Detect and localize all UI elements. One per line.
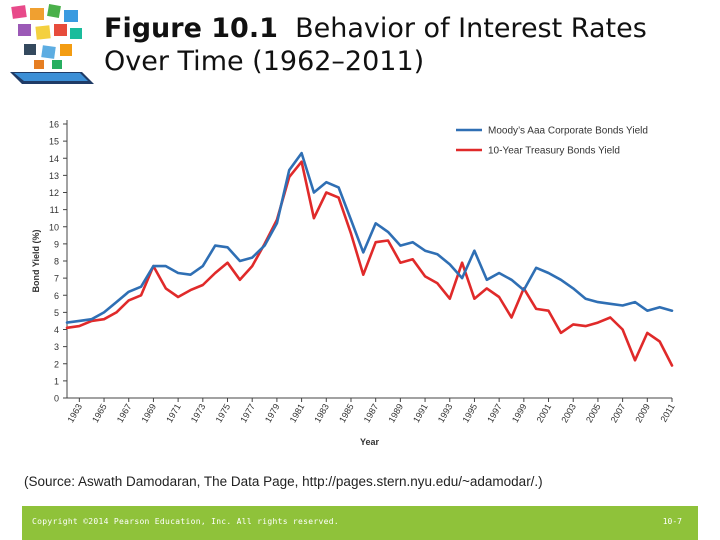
x-tick-label: 1987 [361,402,381,425]
x-tick-label: 1975 [213,402,233,425]
x-tick-label: 1971 [164,402,183,425]
x-tick-label: 1991 [411,402,430,425]
x-tick-label: 2001 [534,402,554,425]
x-tick-label: 2009 [633,402,653,425]
x-tick-label: 1995 [460,402,480,425]
x-tick-label: 2003 [559,402,578,425]
y-tick-label: 11 [49,205,59,216]
legend-label: Moody’s Aaa Corporate Bonds Yield [488,125,648,137]
y-tick-label: 5 [53,307,59,318]
x-tick-label: 1993 [435,402,455,425]
footer-bar [22,506,698,540]
x-tick-label: 2011 [658,402,677,424]
y-tick-label: 10 [48,222,59,233]
legend-label: 10-Year Treasury Bonds Yield [488,145,620,157]
x-tick-label: 2007 [608,402,628,425]
x-tick-label: 1999 [509,402,529,425]
y-tick-label: 16 [48,119,59,130]
x-tick-label: 1977 [238,402,257,425]
x-tick-label: 1979 [262,402,282,425]
line-chart [0,110,720,460]
source-note: (Source: Aswath Damodaran, The Data Page, http://pages.stern.nyu.edu/~adamodar/.) [24,474,543,489]
y-tick-label: 0 [53,393,59,404]
x-tick-label: 1989 [386,402,406,425]
copyright-text: Copyright ©2014 Pearson Education, Inc. All rights reserved. [32,517,339,526]
page-number: 10-7 [662,517,682,526]
series-line [67,162,672,366]
series-line [67,153,672,323]
x-tick-label: 2005 [583,402,603,425]
x-tick-label: 1967 [114,402,134,425]
y-tick-label: 8 [53,256,59,267]
figure-number: Figure 10.1 [104,13,278,44]
x-tick-label: 1963 [65,402,85,425]
y-tick-label: 1 [53,376,59,387]
y-tick-label: 6 [53,290,59,301]
y-tick-label: 9 [53,239,59,250]
x-tick-label: 1969 [139,402,159,425]
footer [0,506,720,540]
y-axis-title: Bond Yield (%) [31,229,41,293]
y-tick-label: 2 [53,359,59,370]
y-tick-label: 7 [53,273,59,284]
legend [456,126,648,157]
y-tick-label: 14 [48,153,59,164]
y-tick-label: 15 [48,136,59,147]
x-tick-label: 1973 [188,402,208,425]
series-layer [67,153,672,365]
x-axis-title: Year [359,437,380,447]
page-title [104,12,704,78]
y-tick-label: 12 [48,188,59,198]
x-tick-label: 1985 [337,402,356,425]
x-axis [65,398,676,447]
figure-title: Behavior of Interest Rates Over Time (1962–2011) [104,13,647,77]
x-tick-label: 1965 [90,402,109,425]
tablet-apps-icon [4,2,96,86]
x-tick-label: 1997 [485,402,504,425]
x-tick-label: 1981 [287,402,307,425]
y-axis [31,120,67,404]
y-tick-label: 3 [53,342,59,353]
y-tick-label: 13 [48,170,59,181]
y-tick-label: 4 [53,325,59,335]
x-tick-label: 1983 [312,402,332,425]
